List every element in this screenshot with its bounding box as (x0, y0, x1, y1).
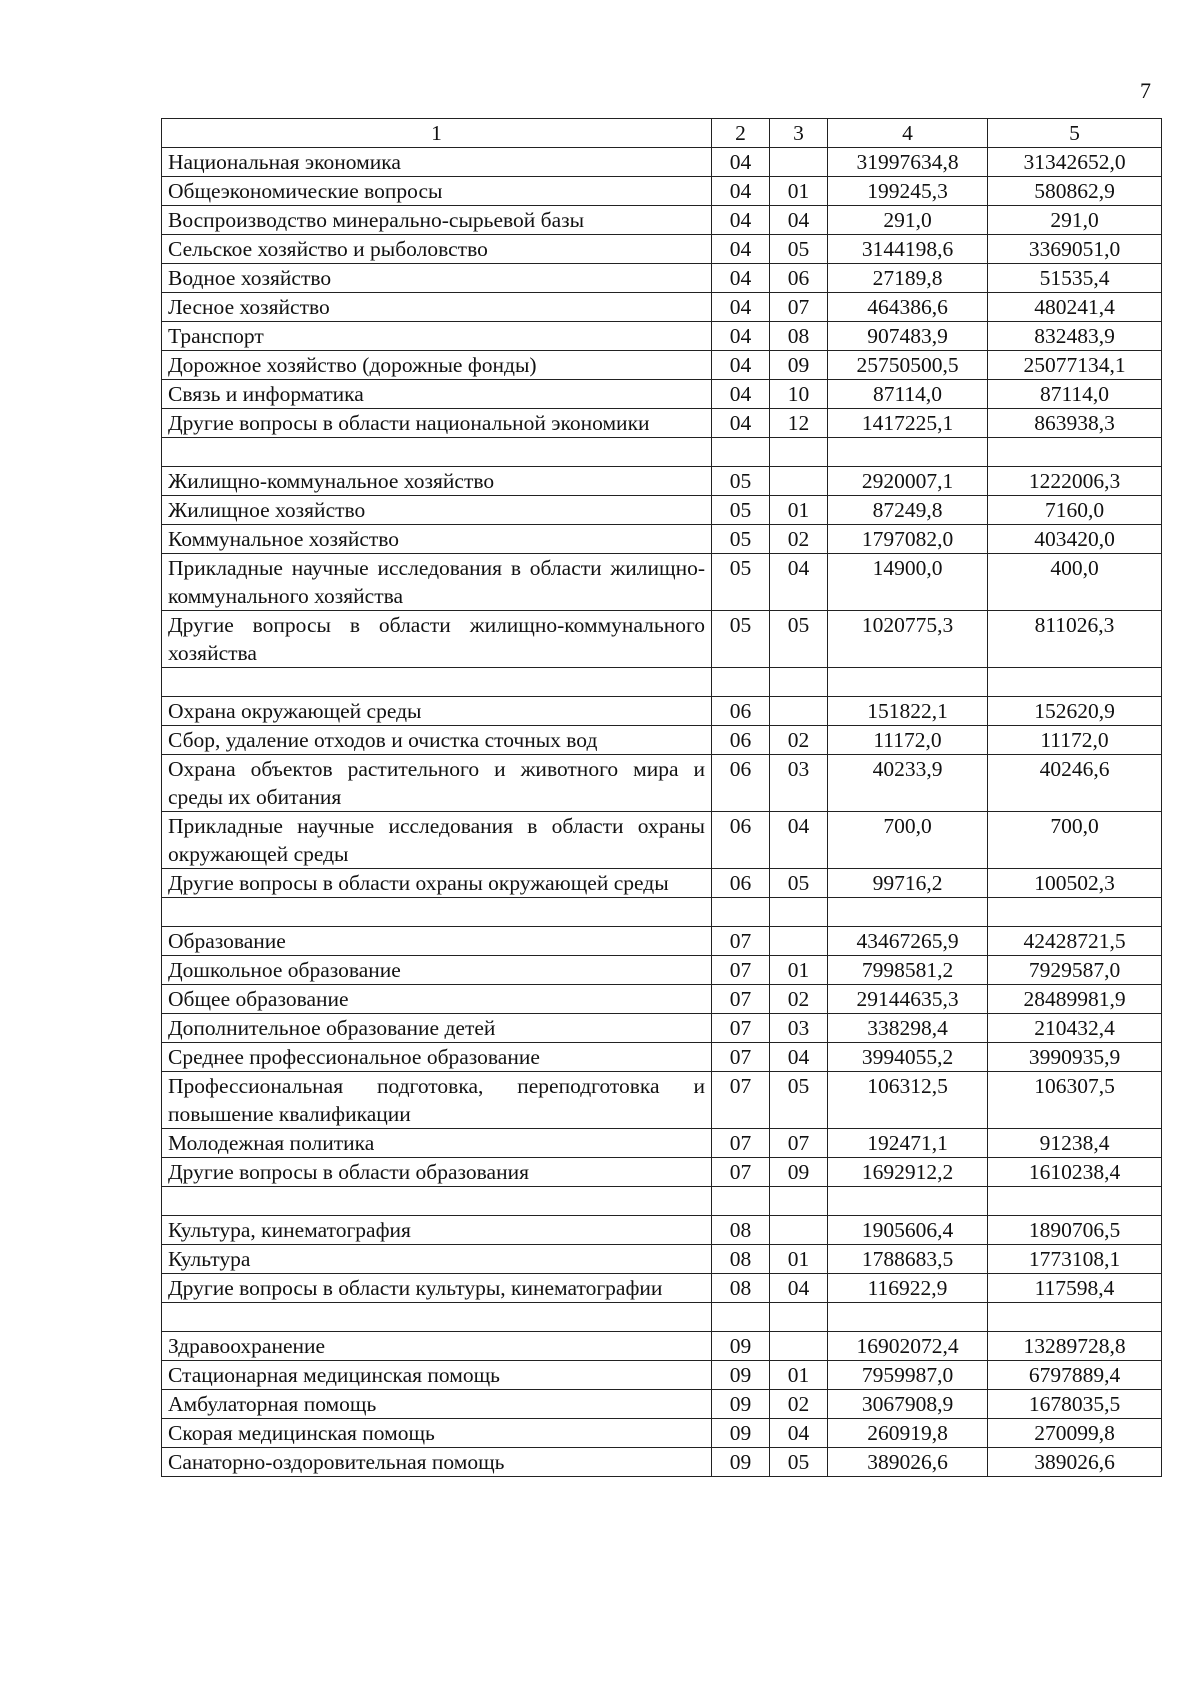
row-name-cell: Общеэкономические вопросы (162, 177, 712, 206)
amount-col5-cell: 291,0 (988, 206, 1162, 235)
subsection-code-cell: 10 (770, 380, 828, 409)
table-row (162, 1014, 1162, 1043)
amount-col5-cell: 106307,5 (988, 1072, 1162, 1129)
table-row (162, 1419, 1162, 1448)
subsection-code-cell (770, 1216, 828, 1245)
row-name-cell: Профессиональная подготовка, переподготовка и повышение квалификации (162, 1072, 712, 1129)
table-row (162, 1332, 1162, 1361)
section-code-cell: 07 (712, 1043, 770, 1072)
amount-col4-cell: 3144198,6 (828, 235, 988, 264)
empty-cell (988, 1187, 1162, 1216)
row-name-cell: Сбор, удаление отходов и очистка сточных вод (162, 726, 712, 755)
amount-col5-cell: 7929587,0 (988, 956, 1162, 985)
row-name-cell: Стационарная медицинская помощь (162, 1361, 712, 1390)
empty-cell (770, 438, 828, 467)
table-row (162, 409, 1162, 438)
subsection-code-cell (770, 467, 828, 496)
empty-cell (770, 1303, 828, 1332)
subsection-code-cell: 04 (770, 206, 828, 235)
amount-col4-cell: 116922,9 (828, 1274, 988, 1303)
row-name-cell: Другие вопросы в области культуры, кинематографии (162, 1274, 712, 1303)
row-name-cell: Молодежная политика (162, 1129, 712, 1158)
empty-cell (162, 1187, 712, 1216)
section-code-cell: 04 (712, 264, 770, 293)
row-name-cell: Связь и информатика (162, 380, 712, 409)
row-name-cell: Национальная экономика (162, 148, 712, 177)
section-code-cell: 04 (712, 235, 770, 264)
section-code-cell: 04 (712, 177, 770, 206)
amount-col5-cell: 25077134,1 (988, 351, 1162, 380)
subsection-code-cell: 03 (770, 1014, 828, 1043)
subsection-code-cell: 12 (770, 409, 828, 438)
row-name-cell: Жилищное хозяйство (162, 496, 712, 525)
empty-cell (162, 438, 712, 467)
empty-cell (770, 898, 828, 927)
row-name-cell: Культура (162, 1245, 712, 1274)
amount-col5-cell: 210432,4 (988, 1014, 1162, 1043)
section-code-cell: 07 (712, 1072, 770, 1129)
table-row (162, 1448, 1162, 1477)
amount-col4-cell: 99716,2 (828, 869, 988, 898)
subsection-code-cell: 05 (770, 611, 828, 668)
amount-col5-cell: 117598,4 (988, 1274, 1162, 1303)
empty-cell (828, 1303, 988, 1332)
row-name-cell: Другие вопросы в области национальной экономики (162, 409, 712, 438)
spacer-row (162, 668, 1162, 697)
subsection-code-cell: 05 (770, 235, 828, 264)
amount-col5-cell: 28489981,9 (988, 985, 1162, 1014)
empty-cell (712, 668, 770, 697)
amount-col4-cell: 7998581,2 (828, 956, 988, 985)
amount-col4-cell: 7959987,0 (828, 1361, 988, 1390)
subsection-code-cell (770, 927, 828, 956)
table-row (162, 956, 1162, 985)
table-row (162, 697, 1162, 726)
budget-table-body (162, 119, 1162, 1477)
section-code-cell: 05 (712, 496, 770, 525)
row-name-cell: Другие вопросы в области охраны окружающей среды (162, 869, 712, 898)
amount-col4-cell: 464386,6 (828, 293, 988, 322)
row-name-cell: Другие вопросы в области жилищно-коммунального хозяйства (162, 611, 712, 668)
amount-col5-cell: 87114,0 (988, 380, 1162, 409)
section-code-cell: 07 (712, 956, 770, 985)
column-header-4: 4 (828, 119, 988, 148)
amount-col4-cell: 907483,9 (828, 322, 988, 351)
amount-col4-cell: 31997634,8 (828, 148, 988, 177)
row-name-cell: Дополнительное образование детей (162, 1014, 712, 1043)
amount-col4-cell: 1797082,0 (828, 525, 988, 554)
amount-col4-cell: 16902072,4 (828, 1332, 988, 1361)
amount-col4-cell: 87249,8 (828, 496, 988, 525)
table-row (162, 1158, 1162, 1187)
section-code-cell: 08 (712, 1274, 770, 1303)
spacer-row (162, 1187, 1162, 1216)
table-row (162, 148, 1162, 177)
table-row (162, 467, 1162, 496)
section-code-cell: 06 (712, 726, 770, 755)
spacer-row (162, 898, 1162, 927)
subsection-code-cell: 09 (770, 351, 828, 380)
amount-col4-cell: 1020775,3 (828, 611, 988, 668)
empty-cell (988, 438, 1162, 467)
subsection-code-cell: 01 (770, 1361, 828, 1390)
amount-col5-cell: 811026,3 (988, 611, 1162, 668)
empty-cell (162, 1303, 712, 1332)
empty-cell (988, 1303, 1162, 1332)
table-row (162, 927, 1162, 956)
column-header-5: 5 (988, 119, 1162, 148)
amount-col4-cell: 27189,8 (828, 264, 988, 293)
row-name-cell: Культура, кинематография (162, 1216, 712, 1245)
amount-col5-cell: 3990935,9 (988, 1043, 1162, 1072)
section-code-cell: 05 (712, 611, 770, 668)
subsection-code-cell: 01 (770, 177, 828, 206)
subsection-code-cell: 04 (770, 1274, 828, 1303)
table-row (162, 755, 1162, 812)
amount-col5-cell: 1678035,5 (988, 1390, 1162, 1419)
empty-cell (988, 898, 1162, 927)
column-header-2: 2 (712, 119, 770, 148)
amount-col5-cell: 270099,8 (988, 1419, 1162, 1448)
amount-col5-cell: 1890706,5 (988, 1216, 1162, 1245)
row-name-cell: Охрана окружающей среды (162, 697, 712, 726)
row-name-cell: Прикладные научные исследования в области охраны окружающей среды (162, 812, 712, 869)
amount-col5-cell: 832483,9 (988, 322, 1162, 351)
table-row (162, 293, 1162, 322)
section-code-cell: 06 (712, 755, 770, 812)
amount-col4-cell: 2920007,1 (828, 467, 988, 496)
section-code-cell: 09 (712, 1390, 770, 1419)
row-name-cell: Общее образование (162, 985, 712, 1014)
column-header-1: 1 (162, 119, 712, 148)
amount-col5-cell: 403420,0 (988, 525, 1162, 554)
amount-col5-cell: 13289728,8 (988, 1332, 1162, 1361)
budget-table (161, 118, 1162, 1477)
empty-cell (712, 438, 770, 467)
amount-col4-cell: 40233,9 (828, 755, 988, 812)
row-name-cell: Здравоохранение (162, 1332, 712, 1361)
table-row (162, 322, 1162, 351)
section-code-cell: 07 (712, 1129, 770, 1158)
subsection-code-cell: 01 (770, 1245, 828, 1274)
table-row (162, 1043, 1162, 1072)
amount-col4-cell: 700,0 (828, 812, 988, 869)
amount-col4-cell: 338298,4 (828, 1014, 988, 1043)
amount-col5-cell: 11172,0 (988, 726, 1162, 755)
empty-cell (828, 668, 988, 697)
table-row (162, 351, 1162, 380)
table-row (162, 380, 1162, 409)
row-name-cell: Лесное хозяйство (162, 293, 712, 322)
empty-cell (828, 438, 988, 467)
section-code-cell: 09 (712, 1332, 770, 1361)
amount-col4-cell: 106312,5 (828, 1072, 988, 1129)
table-row (162, 985, 1162, 1014)
section-code-cell: 04 (712, 380, 770, 409)
section-code-cell: 04 (712, 409, 770, 438)
amount-col5-cell: 1222006,3 (988, 467, 1162, 496)
row-name-cell: Среднее профессиональное образование (162, 1043, 712, 1072)
row-name-cell: Прикладные научные исследования в области жилищно-коммунального хозяйства (162, 554, 712, 611)
table-row (162, 554, 1162, 611)
row-name-cell: Другие вопросы в области образования (162, 1158, 712, 1187)
empty-cell (712, 1303, 770, 1332)
subsection-code-cell: 02 (770, 525, 828, 554)
section-code-cell: 05 (712, 467, 770, 496)
section-code-cell: 06 (712, 697, 770, 726)
subsection-code-cell: 06 (770, 264, 828, 293)
spacer-row (162, 1303, 1162, 1332)
amount-col4-cell: 3067908,9 (828, 1390, 988, 1419)
subsection-code-cell: 07 (770, 1129, 828, 1158)
row-name-cell: Воспроизводство минерально-сырьевой базы (162, 206, 712, 235)
table-row (162, 611, 1162, 668)
section-code-cell: 04 (712, 351, 770, 380)
row-name-cell: Охрана объектов растительного и животного мира и среды их обитания (162, 755, 712, 812)
table-row (162, 1361, 1162, 1390)
amount-col4-cell: 1417225,1 (828, 409, 988, 438)
amount-col4-cell: 1692912,2 (828, 1158, 988, 1187)
amount-col5-cell: 42428721,5 (988, 927, 1162, 956)
amount-col5-cell: 100502,3 (988, 869, 1162, 898)
spacer-row (162, 438, 1162, 467)
subsection-code-cell: 04 (770, 1043, 828, 1072)
empty-cell (712, 1187, 770, 1216)
amount-col4-cell: 3994055,2 (828, 1043, 988, 1072)
amount-col5-cell: 1610238,4 (988, 1158, 1162, 1187)
row-name-cell: Скорая медицинская помощь (162, 1419, 712, 1448)
subsection-code-cell: 08 (770, 322, 828, 351)
table-row (162, 1390, 1162, 1419)
table-row (162, 726, 1162, 755)
amount-col5-cell: 152620,9 (988, 697, 1162, 726)
amount-col4-cell: 14900,0 (828, 554, 988, 611)
subsection-code-cell: 02 (770, 1390, 828, 1419)
amount-col5-cell: 480241,4 (988, 293, 1162, 322)
amount-col4-cell: 260919,8 (828, 1419, 988, 1448)
subsection-code-cell (770, 1332, 828, 1361)
table-row (162, 1245, 1162, 1274)
empty-cell (162, 668, 712, 697)
section-code-cell: 08 (712, 1216, 770, 1245)
amount-col5-cell: 7160,0 (988, 496, 1162, 525)
row-name-cell: Жилищно-коммунальное хозяйство (162, 467, 712, 496)
empty-cell (828, 1187, 988, 1216)
section-code-cell: 07 (712, 1014, 770, 1043)
section-code-cell: 05 (712, 554, 770, 611)
subsection-code-cell (770, 148, 828, 177)
subsection-code-cell: 05 (770, 1072, 828, 1129)
amount-col5-cell: 51535,4 (988, 264, 1162, 293)
row-name-cell: Санаторно-оздоровительная помощь (162, 1448, 712, 1477)
table-row (162, 496, 1162, 525)
table-row (162, 812, 1162, 869)
section-code-cell: 06 (712, 812, 770, 869)
subsection-code-cell: 07 (770, 293, 828, 322)
section-code-cell: 04 (712, 322, 770, 351)
subsection-code-cell: 01 (770, 496, 828, 525)
amount-col4-cell: 25750500,5 (828, 351, 988, 380)
amount-col4-cell: 1905606,4 (828, 1216, 988, 1245)
row-name-cell: Транспорт (162, 322, 712, 351)
subsection-code-cell: 04 (770, 1419, 828, 1448)
table-row (162, 525, 1162, 554)
row-name-cell: Образование (162, 927, 712, 956)
amount-col4-cell: 11172,0 (828, 726, 988, 755)
amount-col4-cell: 29144635,3 (828, 985, 988, 1014)
section-code-cell: 08 (712, 1245, 770, 1274)
page-number: 7 (1140, 78, 1151, 103)
table-row (162, 264, 1162, 293)
amount-col5-cell: 31342652,0 (988, 148, 1162, 177)
table-row (162, 206, 1162, 235)
subsection-code-cell (770, 697, 828, 726)
amount-col4-cell: 1788683,5 (828, 1245, 988, 1274)
section-code-cell: 07 (712, 927, 770, 956)
section-code-cell: 09 (712, 1361, 770, 1390)
amount-col5-cell: 400,0 (988, 554, 1162, 611)
row-name-cell: Дошкольное образование (162, 956, 712, 985)
section-code-cell: 04 (712, 206, 770, 235)
amount-col4-cell: 151822,1 (828, 697, 988, 726)
table-row (162, 1129, 1162, 1158)
amount-col5-cell: 6797889,4 (988, 1361, 1162, 1390)
subsection-code-cell: 01 (770, 956, 828, 985)
table-row (162, 1072, 1162, 1129)
column-header-3: 3 (770, 119, 828, 148)
amount-col5-cell: 389026,6 (988, 1448, 1162, 1477)
amount-col4-cell: 291,0 (828, 206, 988, 235)
empty-cell (712, 898, 770, 927)
section-code-cell: 05 (712, 525, 770, 554)
amount-col5-cell: 91238,4 (988, 1129, 1162, 1158)
empty-cell (770, 668, 828, 697)
amount-col4-cell: 199245,3 (828, 177, 988, 206)
amount-col4-cell: 87114,0 (828, 380, 988, 409)
row-name-cell: Коммунальное хозяйство (162, 525, 712, 554)
subsection-code-cell: 04 (770, 812, 828, 869)
section-code-cell: 09 (712, 1419, 770, 1448)
amount-col5-cell: 40246,6 (988, 755, 1162, 812)
amount-col4-cell: 192471,1 (828, 1129, 988, 1158)
subsection-code-cell: 03 (770, 755, 828, 812)
subsection-code-cell: 02 (770, 726, 828, 755)
amount-col5-cell: 3369051,0 (988, 235, 1162, 264)
amount-col4-cell: 389026,6 (828, 1448, 988, 1477)
empty-cell (988, 668, 1162, 697)
section-code-cell: 07 (712, 985, 770, 1014)
table-header-row (162, 119, 1162, 148)
amount-col5-cell: 1773108,1 (988, 1245, 1162, 1274)
subsection-code-cell: 09 (770, 1158, 828, 1187)
section-code-cell: 09 (712, 1448, 770, 1477)
table-row (162, 235, 1162, 264)
subsection-code-cell: 04 (770, 554, 828, 611)
section-code-cell: 07 (712, 1158, 770, 1187)
empty-cell (162, 898, 712, 927)
table-row (162, 869, 1162, 898)
section-code-cell: 04 (712, 293, 770, 322)
section-code-cell: 04 (712, 148, 770, 177)
table-row (162, 1274, 1162, 1303)
row-name-cell: Сельское хозяйство и рыболовство (162, 235, 712, 264)
subsection-code-cell: 05 (770, 1448, 828, 1477)
row-name-cell: Амбулаторная помощь (162, 1390, 712, 1419)
amount-col4-cell: 43467265,9 (828, 927, 988, 956)
row-name-cell: Водное хозяйство (162, 264, 712, 293)
table-row (162, 1216, 1162, 1245)
amount-col5-cell: 863938,3 (988, 409, 1162, 438)
section-code-cell: 06 (712, 869, 770, 898)
table-row (162, 177, 1162, 206)
subsection-code-cell: 05 (770, 869, 828, 898)
empty-cell (828, 898, 988, 927)
empty-cell (770, 1187, 828, 1216)
row-name-cell: Дорожное хозяйство (дорожные фонды) (162, 351, 712, 380)
amount-col5-cell: 700,0 (988, 812, 1162, 869)
amount-col5-cell: 580862,9 (988, 177, 1162, 206)
subsection-code-cell: 02 (770, 985, 828, 1014)
